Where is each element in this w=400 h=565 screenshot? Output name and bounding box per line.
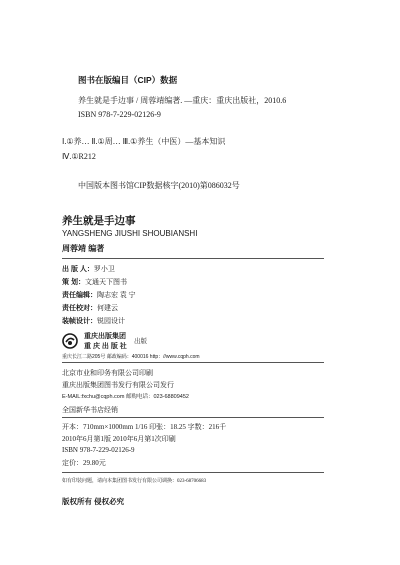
cip-line-classification: Ⅰ.①养… Ⅱ.①周… Ⅲ.①养生（中医）—基本知识 [62, 137, 226, 146]
credit-label: 装帧设计： [62, 318, 97, 325]
publisher-address: 重庆长江二路205号 邮政编码：400016 http：//www.cqph.com [62, 354, 200, 360]
credit-value: 罗小卫 [93, 265, 115, 273]
credit-value: 锐园设计 [97, 317, 125, 325]
divider-top [62, 258, 324, 259]
book-author: 周蓉靖 编著 [62, 244, 105, 253]
price-line: 定价：29.80元 [62, 459, 106, 467]
credit-row-design [62, 316, 136, 329]
distributor-line: 重庆出版集团图书发行有限公司发行 [62, 381, 174, 389]
publisher-suffix: 出版 [134, 338, 147, 345]
cip-line-title: 养生就是手边事 / 周蓉靖编著. —重庆：重庆出版社，2010.6 [78, 96, 287, 105]
credits-list [62, 264, 136, 329]
credit-row-planning [62, 277, 136, 290]
seller-line: 全国新华书店经销 [62, 406, 118, 414]
credit-value: 何建云 [97, 304, 118, 312]
edition-line: 2010年6月第1版 2010年6月第1次印刷 [62, 435, 176, 443]
divider-specs [62, 417, 324, 418]
book-title: 养生就是手边事 [62, 215, 136, 227]
credit-row-publisher-person [62, 264, 136, 277]
credit-value: 陶志宏 袁 宁 [97, 291, 136, 299]
credit-label: 责任编辑： [62, 292, 97, 299]
isbn-line: ISBN 978-7-229-02126-9 [62, 446, 135, 454]
cip-heading: 图书在版编目（CIP）数据 [78, 75, 178, 85]
credit-label: 责任校对： [62, 305, 97, 312]
divider-publisher [62, 362, 324, 363]
cip-line-code: Ⅳ.①R212 [62, 152, 96, 161]
cip-line-isbn: ISBN 978-7-229-02126-9 [78, 110, 161, 119]
credit-value: 文通天下图书 [84, 278, 127, 286]
book-pinyin: YANGSHENG JIUSHI SHOUBIANSHI [62, 229, 198, 238]
credit-row-proofreader [62, 303, 136, 316]
credit-label: 出 版 人： [62, 266, 94, 273]
cip-line-number: 中国版本图书馆CIP数据核字(2010)第086032号 [78, 181, 240, 190]
publisher-name-house: 重 庆 出 版 社 [84, 343, 127, 350]
publisher-logo-icon [62, 333, 78, 354]
contact-line: E-MAIL:fxchu@cqph.com 邮购电话：023-68809452 [62, 394, 189, 400]
notice-line: 如有印装问题，请向本集团图书发行有限公司调换：023-68706683 [62, 479, 207, 484]
credit-label: 策 划： [62, 279, 85, 286]
publisher-name-group: 重庆出版集团 [84, 333, 126, 340]
printer-line: 北京市业和印务有限公司印刷 [62, 369, 153, 377]
format-line: 开本：710mm×1000mm 1/16 印张：18.25 字数：216千 [62, 423, 227, 431]
divider-bottom [62, 472, 324, 473]
credit-row-editor [62, 290, 136, 303]
copyright-line: 版权所有 侵权必究 [62, 497, 125, 506]
